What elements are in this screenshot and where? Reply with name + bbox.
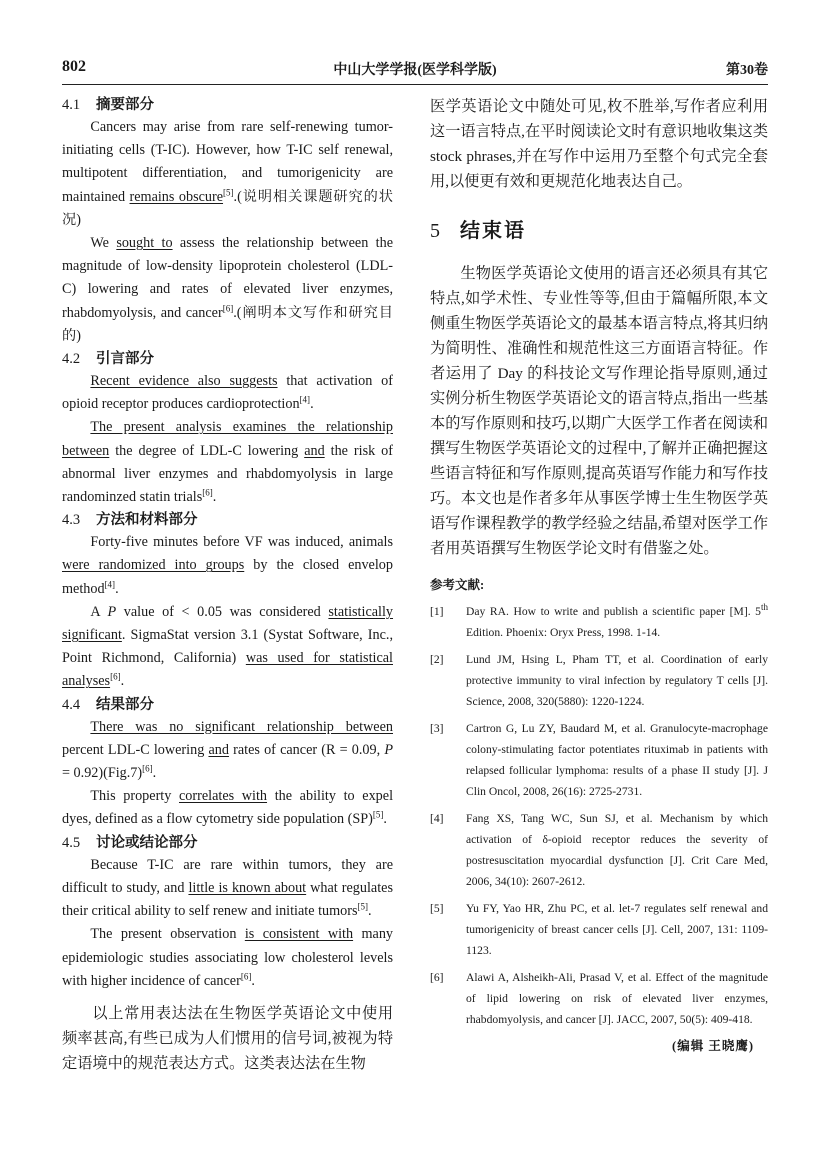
continued-paragraph: 医学英语论文中随处可见,枚不胜举,写作者应利用这一语言特点,在平时阅读论文时有意识地收集这类 stock phrases,并在写作中运用乃至整个句式完全套用,以便更有效和更规范化地表达自己。 xyxy=(430,98,768,190)
signal-phrase: and xyxy=(208,741,229,758)
section-heading-conclusion: 5 结束语 xyxy=(430,220,526,242)
section-heading-4-4: 4.4 结果部分 xyxy=(62,696,154,713)
signal-phrase: and xyxy=(304,442,325,459)
example-paragraph: We sought to assess the relationship between the magnitude of low-density lipoprotein cholesterol (LDL-C) lowering and rates of elevated liver enzymes, rhabdomyolysis, and cancer[6].(阐明本文写作和研究目的) xyxy=(62,235,393,344)
example-paragraph: The present observation is consistent with many epidemiologic studies associating low cholesterol levels with higher incidence of cancer[6]. xyxy=(62,926,394,989)
editor-credit: (编辑 王晓鹰) xyxy=(672,1039,754,1053)
signal-phrase: correlates with xyxy=(179,788,268,805)
signal-phrase: is consistent with xyxy=(244,926,354,943)
references-heading: 参考文献: xyxy=(430,578,485,592)
reference-item: [5] Yu FY, Yao HR, Zhu PC, et al. let-7 regulates self renewal and tumorigenicity of breast cancer cells [J]. Cell, 2007, 131: 1109-1123. xyxy=(430,902,768,957)
signal-phrase: was used for statistical analyses xyxy=(62,650,393,690)
signal-phrase: sought to xyxy=(116,235,173,252)
reference-item: [6] Alawi A, Alsheikh-Ali, Prasad V, et al. Effect of the magnitude of lipid lowering on risk of elevated liver enzymes, rhabdomyolysis, and cancer [J]. JACC, 2007, 50(5): 409-418. xyxy=(430,971,768,1026)
section-heading-4-1: 4.1 摘要部分 xyxy=(62,97,154,113)
section-heading-4-2: 4.2 引言部分 xyxy=(62,351,154,368)
citation: [6] xyxy=(240,970,252,981)
signal-phrase: remains obscure xyxy=(129,188,224,205)
signal-phrase: were randomized into groups xyxy=(62,557,245,574)
example-paragraph: Recent evidence also suggests that activation of opioid receptor produces cardioprotection[4]. xyxy=(62,373,393,413)
example-paragraph: A P value of < 0.05 was considered statistically significant. SigmaStat version 3.1 (Systat Software, Inc., Point Richmond, California) was used for statistical analyses[6]. xyxy=(62,603,394,690)
signal-phrase: Recent evidence also suggests xyxy=(90,373,278,390)
section-heading-4-5: 4.5 讨论或结论部分 xyxy=(62,834,198,851)
signal-phrase: statistically significant xyxy=(62,603,394,644)
citation: [6] xyxy=(110,671,121,682)
right-column xyxy=(430,94,768,1054)
section-heading-4-3: 4.3 方法和材料部分 xyxy=(62,512,198,529)
running-header xyxy=(62,58,768,85)
citation: [4] xyxy=(104,578,116,589)
example-paragraph: Because T-IC are rare within tumors, they are difficult to study, and little is known about what regulates their critical ability to self renew and initiate tumors[5]. xyxy=(62,856,393,920)
reference-item: [3] Cartron G, Lu ZY, Baudard M, et al. Granulocyte-macrophage colony-stimulating factor potentiates rituximab in patients with relapsed follicular lymphoma: results of a phase II study [J]. J Clin Oncol, 2008, 26(16): 2725-2731. xyxy=(430,722,768,798)
reference-list xyxy=(430,601,768,1030)
citation: [4] xyxy=(299,394,311,405)
closing-paragraph: 以上常用表达法在生物医学英语论文中使用频率甚高,有些已成为人们惯用的信号词,被视为特定语境中的规范表达方式。这类表达法在生物 xyxy=(62,1004,393,1072)
example-paragraph: The present analysis examines the relationship between the degree of LDL-C lowering and the risk of abnormal liver enzymes and rhabdomyolysis in large randominzed statin trials[6]. xyxy=(62,419,393,506)
signal-phrase: little is known about xyxy=(188,879,307,896)
citation: [6] xyxy=(202,487,213,498)
left-column xyxy=(62,94,393,1076)
example-paragraph: Forty-five minutes before VF was induced, animals were randomized into groups by the closed envelop method[4]. xyxy=(62,534,393,597)
reference-item: [2] Lund JM, Hsing L, Pham TT, et al. Coordination of early protective immunity to viral infection by regulatory T cells [J]. Science, 2008, 320(5880): 1220-1224. xyxy=(430,653,768,708)
reference-item: [4] Fang XS, Tang WC, Sun SJ, et al. Mechanism by which activation of δ-opioid receptor reduces the severity of postresuscitation myocardial dysfunction [J]. Crit Care Med, 2006, 34(10): 2607-2612. xyxy=(430,812,768,888)
example-paragraph: There was no significant relationship between percent LDL-C lowering and rates of cancer (R = 0.09, P = 0.92)(Fig.7)[6]. xyxy=(62,718,394,782)
example-paragraph: Cancers may arise from rare self-renewing tumor-initiating cells (T-IC). However, how T-IC self renewal, multipotent differentiation, and tumorigenicity are maintained remains obscure[5].(说明相关课题研究的状况) xyxy=(62,119,393,228)
citation: [5] xyxy=(223,186,234,197)
example-paragraph: This property correlates with the ability to expel dyes, defined as a flow cytometry side population (SP)[5]. xyxy=(62,788,394,828)
citation: [6] xyxy=(142,763,153,774)
volume-label: 第30卷 xyxy=(726,63,768,78)
signal-phrase: The present analysis examines the relationship between xyxy=(62,419,393,459)
conclusion-paragraph: 生物医学英语论文使用的语言还必须具有其它特点,如学术性、专业性等等,但由于篇幅所限,本文侧重生物医学英语论文的最基本语言特点,将其归纳为简明性、准确性和规范性这三方面语言特征。作者运用了 Day 的科技论文写作理论指导原则,通过实例分析生物医学英语论文的语言特点,指出一些基本的写作原则和技巧,以期广大医学工作者在阅读和撰写生物医学英语论文的过程中,了解并正确把握这些语言特征和写作原则,提高英语写作能力和写作技巧。本文也是作者多年从事医学博士生生物医学英语写作课程教学的教学经验之结晶,希望对医学工作者用英语撰写生物医学论文时有借鉴之处。 xyxy=(430,265,768,557)
signal-phrase: There was no significant relationship between xyxy=(90,718,393,735)
page-number: 802 xyxy=(62,58,86,75)
citation: [5] xyxy=(357,901,368,912)
citation: [5] xyxy=(372,809,384,820)
reference-item: [1] Day RA. How to write and publish a scientific paper [M]. 5th Edition. Phoenix: Oryx Press, 1998. 1-14. xyxy=(430,602,768,639)
journal-title: 中山大学学报(医学科学版) xyxy=(333,63,497,78)
citation: [6] xyxy=(222,302,234,313)
